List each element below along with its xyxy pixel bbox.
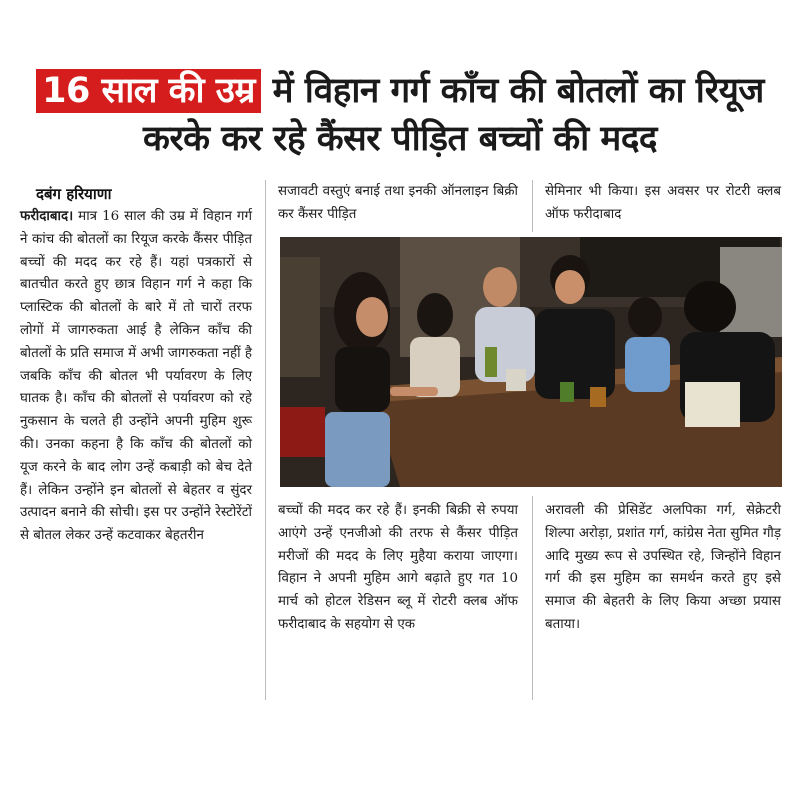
column-divider [532, 180, 533, 232]
byline: दबंग हरियाणा [36, 185, 112, 203]
column-divider [265, 180, 266, 700]
column-1-text: मात्र 16 साल की उम्र में विहान गर्ग ने कांच की बोतलों का रियूज करके कैंसर पीड़ित बच्चों की मदद कर रहे हैं। यहां पत्रकारों से बातचीत करते हुए छात्र विहान गर्ग ने कहा कि प्लास्टिक की बोतलों के बारे में तो चारों तरफ लोगों में जागरुकता आई है लेकिन काँच की बोतलों के प्रति समाज में अभी जागरुकता नहीं है जबकि काँच की बोतल भी पर्यावरण के लिए घातक है। काँच की बोतलों से पर्यावरण को रहे नुकसान के चलते ही उन्होंने अपनी मुहिम शुरू की। उनका कहना है कि काँच की बोतलों को यूज करने के बाद लोग उन्हें कबाड़ी को बेच देते हैं। लेकिन उन्होंने इन बोतलों से बेहतर व सुंदर उत्पादन बनाने की सोची। इस पर उन्होंने रेस्टोरेंटों से बोतल लेकर उन्हें कटवाकर बेहतरीन [20, 209, 252, 544]
article-column-3-bottom: अरावली की प्रेसिडेंट अलपिका गर्ग, सेक्रेटरी शिल्पा अरोड़ा, प्रशांत गर्ग, कांग्रेस नेता सुमित गौड़ आदि मुख्य रूप से उपस्थित रहे, जिन्होंने विहान गर्ग की इस मुहिम का समर्थन करते हुए इसे समाज की बेहतरी के लिए किया अच्छा प्रयास बताया। [545, 503, 781, 632]
article-column-3-top: सेमिनार भी किया। इस अवसर पर रोटरी क्लब ऑफ फरीदाबाद [545, 184, 781, 222]
article-column-2-top: सजावटी वस्तुएं बनाई तथा इनकी ऑनलाइन बिक्री कर कैंसर पीड़ित [278, 184, 518, 222]
article-column-1 [20, 205, 252, 548]
column-divider [532, 496, 533, 700]
headline-line-2: करके कर रहे कैंसर पीड़ित बच्चों की मदद [142, 119, 658, 159]
dateline: फरीदाबाद। [20, 208, 74, 224]
article-column-2-bottom: बच्चों की मदद कर रहे हैं। इनकी बिक्री से रुपया आएंगे उन्हें एनजीओ की तरफ से कैंसर पीड़ित मरीजों की मदद के लिए मुहैया कराया जाएगा। विहान ने अपनी मुहिम आगे बढ़ाते हुए गत 10 मार्च को होटल रेडिसन ब्लू में रोटरी क्लब ऑफ फरीदाबाद के सहयोग से एक [278, 503, 518, 632]
headline-highlight: 16 साल की उम्र [36, 69, 261, 113]
headline-line-1-rest: में विहान गर्ग काँच की बोतलों का रियूज [260, 71, 764, 111]
news-photo [280, 237, 782, 487]
headline-line-1 [0, 66, 800, 113]
